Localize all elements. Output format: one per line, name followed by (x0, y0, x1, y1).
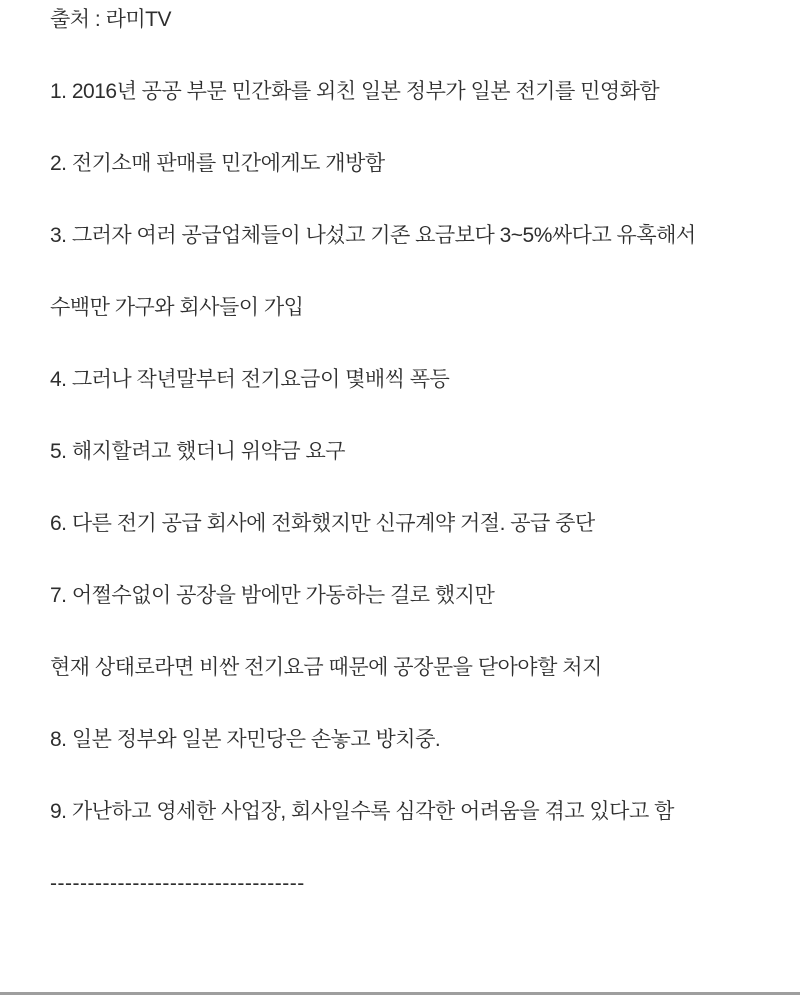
post-line: 수백만 가구와 회사들이 가입 (50, 296, 304, 319)
post-line: 1. 2016년 공공 부문 민간화를 외친 일본 정부가 일본 전기를 민영화함 (50, 80, 660, 103)
post-line: 2. 전기소매 판매를 민간에게도 개방함 (50, 152, 385, 175)
post-line: 7. 어쩔수없이 공장을 밤에만 가동하는 걸로 했지만 (50, 584, 495, 607)
dashed-separator: ---------------------------------- (50, 872, 305, 895)
post-line: 현재 상태로라면 비싼 전기요금 때문에 공장문을 닫아야할 처지 (50, 656, 602, 679)
bottom-divider (0, 992, 800, 995)
post-line: 4. 그러나 작년말부터 전기요금이 몇배씩 폭등 (50, 368, 450, 391)
post-line: 6. 다른 전기 공급 회사에 전화했지만 신규계약 거절. 공급 중단 (50, 512, 595, 535)
post-line: 8. 일본 정부와 일본 자민당은 손놓고 방치중. (50, 728, 441, 751)
post-line: 3. 그러자 여러 공급업체들이 나섰고 기존 요금보다 3~5%싸다고 유혹해서 (50, 224, 696, 247)
post-lines (50, 80, 770, 824)
post-line: 9. 가난하고 영세한 사업장, 회사일수록 심각한 어려움을 겪고 있다고 함 (50, 800, 674, 823)
post-source: 출처 : 라미TV (50, 8, 171, 31)
post-line: 5. 해지할려고 했더니 위약금 요구 (50, 440, 346, 463)
